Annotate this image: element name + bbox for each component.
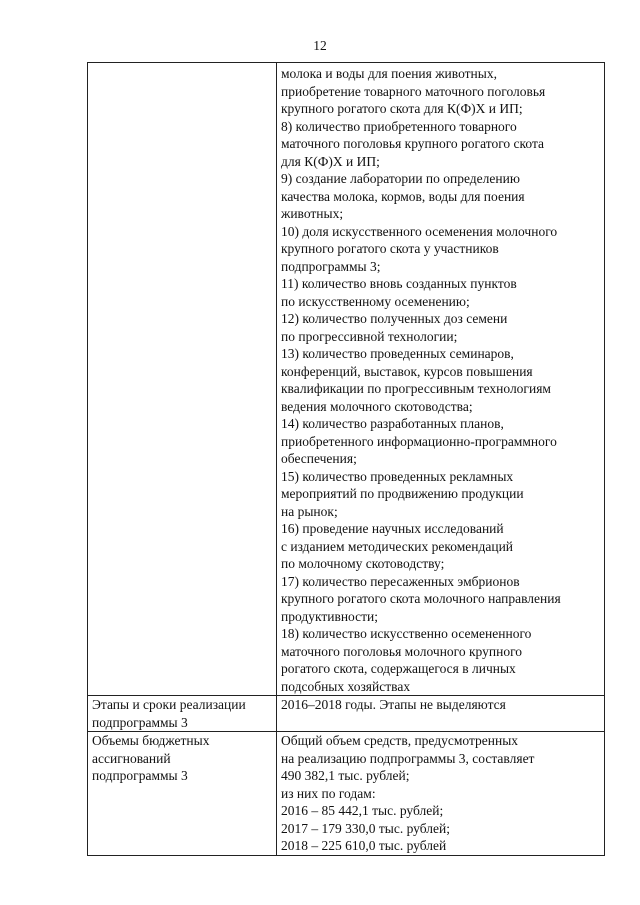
- text-line: крупного рогатого скота у участников: [281, 241, 499, 256]
- text-line: по прогрессивной технологии;: [281, 328, 458, 344]
- text-line: животных;: [281, 206, 344, 221]
- text-line: крупного рогатого скота для К(Ф)Х и ИП;: [281, 101, 523, 116]
- text-line: 16) проведение научных исследований: [281, 521, 504, 536]
- text-line: обеспечения;: [281, 451, 357, 466]
- text-line: с изданием методических рекомендаций: [281, 538, 514, 554]
- table-row-budget: [88, 732, 605, 856]
- text-line: маточного поголовья молочного крупного: [281, 643, 523, 659]
- text-line: 8) количество приобретенного товарного: [281, 118, 517, 134]
- text-line: 2018 – 225 610,0 тыс. рублей: [281, 838, 447, 853]
- row-label-cell: [88, 63, 277, 696]
- text-line: по искусственному осеменению;: [281, 293, 470, 309]
- text-line: крупного рогатого скота молочного направления: [281, 591, 561, 606]
- text-line: маточного поголовья крупного рогатого скота: [281, 136, 545, 151]
- subprogram-passport-table: [87, 62, 605, 856]
- text-line: 14) количество разработанных планов,: [281, 416, 504, 431]
- text-line: подпрограммы 3;: [281, 258, 381, 274]
- text-line: качества молока, кормов, воды для поения: [281, 188, 525, 204]
- text-line: квалификации по прогрессивным технологиям: [281, 381, 551, 396]
- row-content-cell: [277, 63, 605, 696]
- text-line: подпрограммы 3: [92, 714, 188, 730]
- text-line: для К(Ф)Х и ИП;: [281, 153, 380, 169]
- text-line: 17) количество пересаженных эмбрионов: [281, 573, 520, 589]
- text-line: 2016 – 85 442,1 тыс. рублей;: [281, 803, 444, 818]
- text-line: из них по годам:: [281, 785, 376, 801]
- row-label-cell: [88, 696, 277, 732]
- text-line: мероприятий по продвижению продукции: [281, 486, 524, 501]
- text-line: рогатого скота, содержащегося в личных: [281, 661, 516, 676]
- text-line: на рынок;: [281, 503, 338, 519]
- row-content-cell: [277, 732, 605, 856]
- text-line: 490 382,1 тыс. рублей;: [281, 768, 410, 783]
- text-line: приобретение товарного маточного поголовья: [281, 83, 546, 99]
- text-line: 18) количество искусственно осемененного: [281, 626, 532, 641]
- text-line: 15) количество проведенных рекламных: [281, 468, 514, 484]
- page-number: 12: [313, 38, 327, 53]
- text-line: Объемы бюджетных: [92, 733, 210, 748]
- text-line: конференций, выставок, курсов повышения: [281, 363, 533, 379]
- text-line: продуктивности;: [281, 608, 379, 624]
- text-line: на реализацию подпрограммы 3, составляет: [281, 750, 535, 766]
- text-line: 2016–2018 годы. Этапы не выделяются: [281, 697, 506, 712]
- text-line: 13) количество проведенных семинаров,: [281, 346, 514, 361]
- text-line: 10) доля искусственного осеменения молочного: [281, 223, 558, 239]
- text-line: Общий объем средств, предусмотренных: [281, 733, 519, 748]
- text-line: приобретенного информационно-программного: [281, 433, 557, 449]
- text-line: ведения молочного скотоводства;: [281, 398, 473, 414]
- text-line: подсобных хозяйствах: [281, 678, 411, 694]
- table-row-indicators: [88, 63, 605, 696]
- text-line: по молочному скотоводству;: [281, 556, 445, 571]
- text-line: 12) количество полученных доз семени: [281, 311, 508, 326]
- text-line: 9) создание лаборатории по определению: [281, 171, 520, 186]
- table-row-stages: [88, 696, 605, 732]
- text-line: 2017 – 179 330,0 тыс. рублей;: [281, 820, 450, 836]
- row-content-cell: [277, 696, 605, 732]
- text-line: ассигнований: [92, 750, 171, 766]
- text-line: молока и воды для поения животных,: [281, 66, 497, 81]
- row-label-cell: [88, 732, 277, 856]
- text-line: Этапы и сроки реализации: [92, 697, 246, 712]
- text-line: подпрограммы 3: [92, 768, 188, 783]
- text-line: 11) количество вновь созданных пунктов: [281, 276, 517, 291]
